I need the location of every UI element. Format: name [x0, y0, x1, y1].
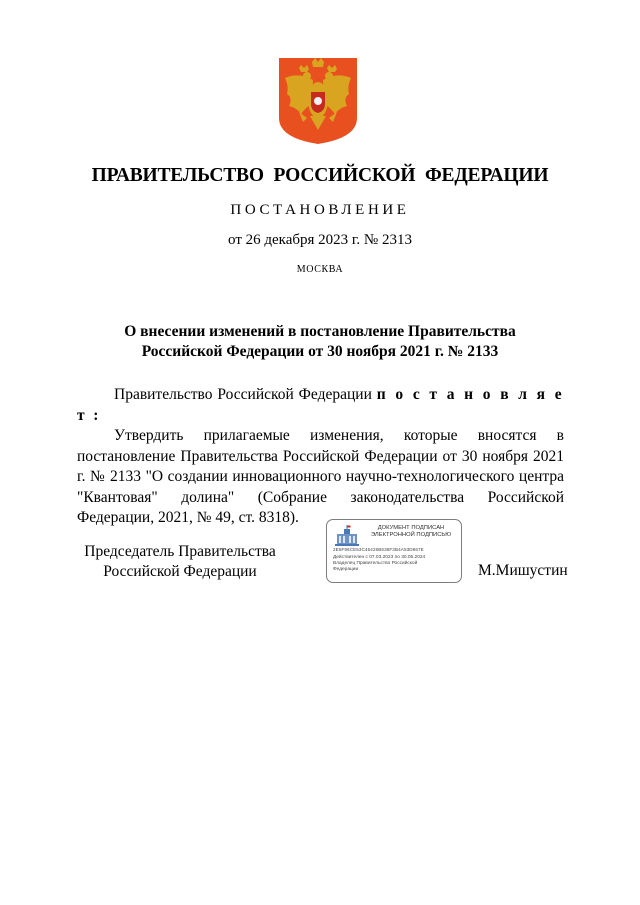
signer-name: М.Мишустин — [478, 562, 568, 579]
decree-paragraph: Утвердить прилагаемые изменения, которые вносятся в постановление Правительства Российской Федерации от 30 ноября 2021 г. № 2133 "О создании инновационного научно-технологического центра "Квантовая" долина" (Собрание законодательства Российской Федерации, 2021, № 49, ст. 8318). — [77, 427, 564, 526]
document-city: МОСКВА — [296, 264, 344, 275]
signer-position — [75, 542, 285, 582]
document-type: ПОСТАНОВЛЕНИЕ — [230, 202, 410, 218]
electronic-signature-stamp — [326, 519, 462, 583]
stamp-owner-line-1: Владелец Правительство Российской — [333, 561, 418, 566]
decree-word: п о с т а н о в л я е т : — [77, 386, 564, 424]
stamp-title-line-1: ДОКУМЕНТ ПОДПИСАН — [377, 525, 445, 531]
stamp-validity: Действителен с 07.03.2023 по 30.05.2024 — [333, 555, 426, 560]
signer-position-line-2: Российской Федерации — [103, 563, 257, 580]
document-date-number: от 26 декабря 2023 г. № 2313 — [228, 232, 412, 248]
coat-of-arms-icon — [277, 56, 359, 146]
subject-line-2: Российской Федерации от 30 ноября 2021 г. № 2133 — [141, 343, 499, 360]
stamp-title-line-2: ЭЛЕКТРОННОЙ ПОДПИСЬЮ — [370, 532, 452, 538]
subject-line-1: О внесении изменений в постановление Правительства — [124, 323, 516, 340]
stamp-certificate: 2E6F96CE53C46426B636F3B4A53D867E — [333, 547, 424, 552]
stamp-owner-line-2: Федерации — [333, 567, 359, 572]
document-body — [77, 385, 564, 529]
government-building-icon — [334, 525, 360, 547]
decree-intro-text: Правительство Российской Федерации — [114, 386, 372, 403]
decree-intro — [77, 385, 564, 426]
stamp-title — [363, 525, 459, 539]
government-title: ПРАВИТЕЛЬСТВО РОССИЙСКОЙ ФЕДЕРАЦИИ — [91, 165, 549, 186]
document-subject — [90, 322, 550, 362]
signer-position-line-1: Председатель Правительства — [84, 543, 276, 560]
